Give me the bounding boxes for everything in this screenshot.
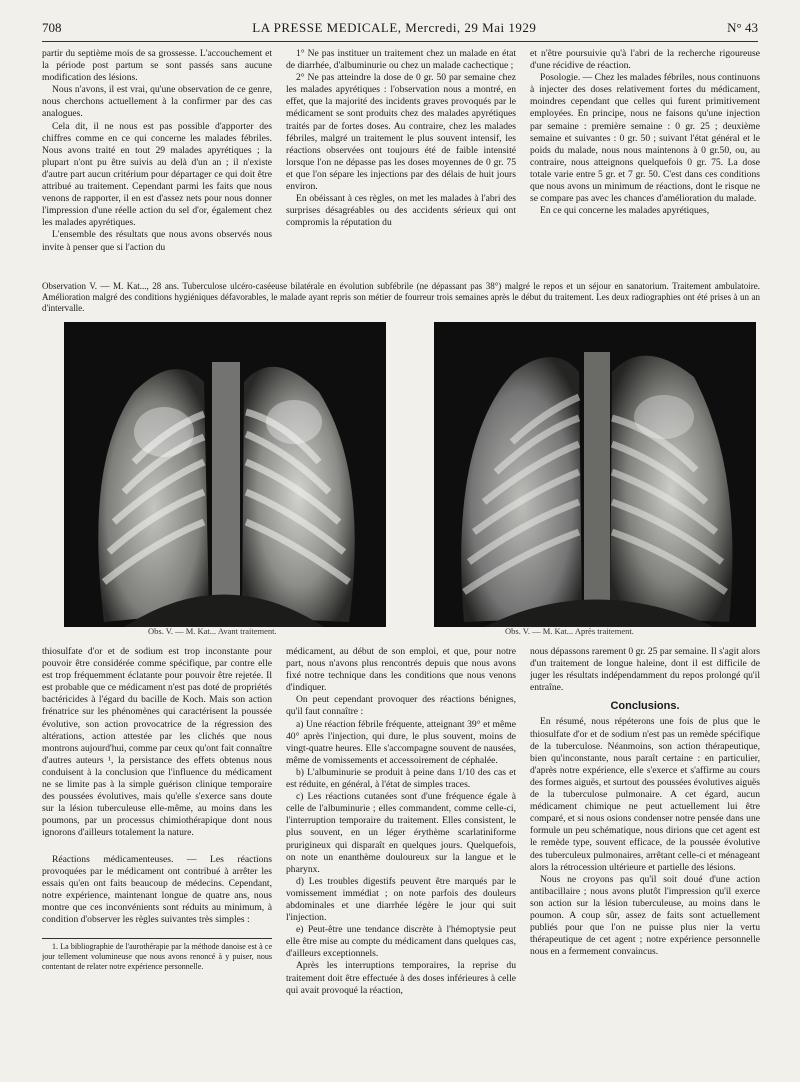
paragraph: Nous n'avons, il est vrai, qu'une observation de ce genre, nous cherchons actuellement à la confirmer par des cas analogues. [42, 84, 272, 120]
page-header [42, 18, 758, 42]
xray-after-caption: Obs. V. — M. Kat... Après traitement. [505, 626, 634, 636]
paragraph: et n'être poursuivie qu'à l'abri de la recherche rigoureuse d'une récidive de réaction. [530, 48, 760, 72]
top-column-1 [42, 48, 272, 278]
paragraph: Posologie. — Chez les malades fébriles, nous continuons à injecter des doses relativement fortes du médicament, moindres cependant que celles qui furent primitivement employées. En principe, nous ne faisons qu'une injection par semaine : première semaine : 0 gr. 25 ; deuxième semaine et suivantes : 0 gr. 50 ; suivant l'état général et le poids du malade, nous nous maintenons à 0 gr.50, ou, au contraire, nous atteignons quelquefois 0 gr. 75. La dose totale varie entre 5 gr. et 7 gr. 50. C'est dans ces conditions que nous avons un minimum de réactions, dont le risque ne se compare pas avec les chances d'amélioration du malade. [530, 72, 760, 205]
paragraph: L'ensemble des résultats que nous avons observés nous invite à penser que si l'action du [42, 229, 272, 253]
list-item: d) Les troubles digestifs peuvent être marqués par le vomissement immédiat ; on note parfois des douleurs abdominales et une diarrhée légère le jour qui suit l'injection. [286, 875, 516, 924]
paragraph: On peut cependant provoquer des réactions bénignes, qu'il faut connaître : [286, 694, 516, 718]
xray-before-svg [64, 322, 386, 627]
xray-before-caption: Obs. V. — M. Kat... Avant traitement. [148, 626, 277, 636]
footnote: 1. La bibliographie de l'aurothérapie par la méthode danoise est à ce jour tellement volumineuse que nous avons renoncé à y puiser, nous contentant de relater notre expérience personnelle. [42, 938, 272, 972]
paragraph: médicament, au début de son emploi, et que, pour notre part, nous n'avons plus rencontrés depuis que nous avons fixé notre technique dans les conditions que nous venons d'indiquer. [286, 646, 516, 694]
bottom-columns [42, 646, 760, 1076]
list-item: a) Une réaction fébrile fréquente, atteignant 39° et même 40° après l'injection, qui dure, le plus souvent, moins de vingt-quatre heures. Elle s'accompagne souvent de nausées, même de vomissements et accessoirement de céphalée. [286, 718, 516, 766]
paragraph: 2° Ne pas atteindre la dose de 0 gr. 50 par semaine chez les malades apyrétiques : l'observation nous a montré, en effet, que la majorité des incidents graves provoqués par le médicament se sont produits chez des malades apyrétiques traités par de fortes doses. Au contraire, chez les malades fébriles, malgré un traitement le plus souvent intensif, les réactions observées ont toujours été de faible intensité lorsque l'on ne dépasse pas les doses moyennes de 0 gr. 75 et que l'on sépare les injections par des délais de huit jours environ. [286, 72, 516, 193]
paragraph: Réactions médicamenteuses. — Les réactions provoquées par le médicament ont contribué à arrêter les essais qu'en ont faits beaucoup de médecins. Cependant, notre expérience, maintenant longue de quatre ans, nous montre que ces inconvénients sont réduits au minimum, à condition d'observer les règles suivantes très simples : [42, 853, 272, 925]
page-number: 708 [42, 20, 62, 35]
top-column-3 [530, 48, 760, 278]
paragraph: nous dépassons rarement 0 gr. 25 par semaine. Il s'agit alors d'un traitement de longue haleine, dont il est difficile de juger les résultats indépendamment du repos prolongé qu'il entraîne. [530, 646, 760, 694]
paragraph: partir du septième mois de sa grossesse. L'accouchement et la période post partum se sont passés sans aucune modification des lésions. [42, 48, 272, 84]
paragraph: 1° Ne pas instituer un traitement chez un malade en état de diarrhée, d'albuminurie ou chez un malade cachectique ; [286, 48, 516, 72]
xray-after-image [434, 322, 756, 627]
top-column-2 [286, 48, 516, 278]
top-columns [42, 48, 760, 278]
list-item: b) L'albuminurie se produit à peine dans 1/10 des cas et est réduite, en général, à l'état de simples traces. [286, 766, 516, 791]
list-item: c) Les réactions cutanées sont d'une fréquence égale à celle de l'albuminurie ; elles commandent, comme celle-ci, l'interruption temporaire du traitement. Elles consistent, le plus souvent, en un léger érythème scarlatiniforme prurigineux qui disparaît en quelques jours. Quelquefois, on note un enanthème douloureux sur la langue et le pharynx. [286, 791, 516, 875]
issue-number: N° 43 [727, 20, 758, 35]
journal-title: LA PRESSE MEDICALE, Mercredi, 29 Mai 1929 [252, 20, 537, 35]
list-item: e) Peut-être une tendance discrète à l'hémoptysie peut elle être mise au compte du médicament dans quelques cas, d'ailleurs exceptionnels. [286, 924, 516, 960]
paragraph: thiosulfate d'or et de sodium est trop inconstante pour pouvoir être considérée comme spécifique, par contre elle est trop fréquemment éclatante pour pouvoir être rejetée. Il est probable que ce médicament n'est pas doté de propriétés bactéricides à l'égard du bacille de Koch. Mais son action frénatrice sur les phénomènes qui caractérisent la poussée évolutive, son action provocatrice de la régression des altérations, action attestée par les clichés que nous montrons aujourd'hui, comme par ceux qu'ont fait connaître d'autres auteurs ¹, la persistance des effets obtenus nous conduisent à la conclusion que l'influence du médicament ne se limite pas à la simple guérison clinique temporaire des poussées évolutives, mais qu'elle s'exerce sans doute sur la lésion tuberculeuse elle-même, au moins dans les poumons, par un processus chimiothérapique dont nous ignorons d'ailleurs totalement la nature. [42, 646, 272, 839]
paragraph: Nous ne croyons pas qu'il soit doué d'une action antibacillaire ; nous avons plutôt l'impression qu'il exerce son action sur la lésion tuberculeuse, au moins dans le poumon. A coup sûr, assez de faits sont actuellement publiés pour que l'on ne puisse plus nier la vertu thérapeutique de cet agent ; notre expérience personnelle nous en a fermement convaincus. [530, 873, 760, 958]
conclusions-heading: Conclusions. [610, 700, 680, 713]
xray-after-svg [434, 322, 756, 627]
xray-before-image [64, 322, 386, 627]
paragraph: Après les interruptions temporaires, la reprise du traitement doit être effectuée à des doses inférieures à celle qui avait provoqué la réaction, [286, 960, 516, 996]
paragraph: Cela dit, il ne nous est pas possible d'apporter des chiffres comme en ce qui concerne les malades fébriles. Nous avons traité en tout 29 malades apyrétiques ; la plupart n'ont pu être suivis au delà d'un an ; il n'existe d'autre part aucun critérium pour départager ce qui doit être attribué au traitement. Cependant parmi les faits que nous venons de rapporter, il en est d'assez nets pour nous donner l'impression d'une réelle action du sel d'or, également chez les malades apyrétiques. [42, 120, 272, 229]
bottom-column-1 [42, 646, 272, 1076]
bottom-column-2 [286, 646, 516, 1076]
paragraph: En résumé, nous répéterons une fois de plus que le thiosulfate d'or et de sodium n'est pas un remède spécifique de la tuberculose. Néanmoins, son action thérapeutique, bien qu'inconstante, nous paraît certaine : en particulier, d'après notre expérience, elle s'exerce et s'affirme au cours des formes aiguës, et surtout des poussées évolutives aiguës de la tuberculose pulmonaire. A cet égard, aucun médicament chimique ne peut actuellement lui être comparé, et si nous osions condenser notre pensée dans une formule un peu schématique, nous dirions que cet agent est le remède type, souvent efficace, de la poussée évolutive des tuberculeux pulmonaires, arrêtant celle-ci et ménageant alors la rétrocession ultérieure et partielle des lésions. [530, 716, 760, 873]
observation-caption: Observation V. — M. Kat..., 28 ans. Tuberculose ulcéro-caséeuse bilatérale en évolution subfébrile (ne dépassant pas 38°) malgré le repos et un séjour en sanatorium. Traitement ambulatoire. Amélioration malgré des conditions hygiéniques défavorables, le malade ayant repris son métier de fourreur trois semaines après le début du traitement. Les deux radiographies ont été prises à un an d'intervalle. [42, 281, 760, 313]
paragraph: En ce qui concerne les malades apyrétiques, [540, 205, 710, 217]
bottom-column-3 [530, 646, 760, 1076]
paragraph: En obéissant à ces règles, on met les malades à l'abri des surprises désagréables ou des accidents sérieux qui ont compromis la réputation du [286, 193, 516, 229]
